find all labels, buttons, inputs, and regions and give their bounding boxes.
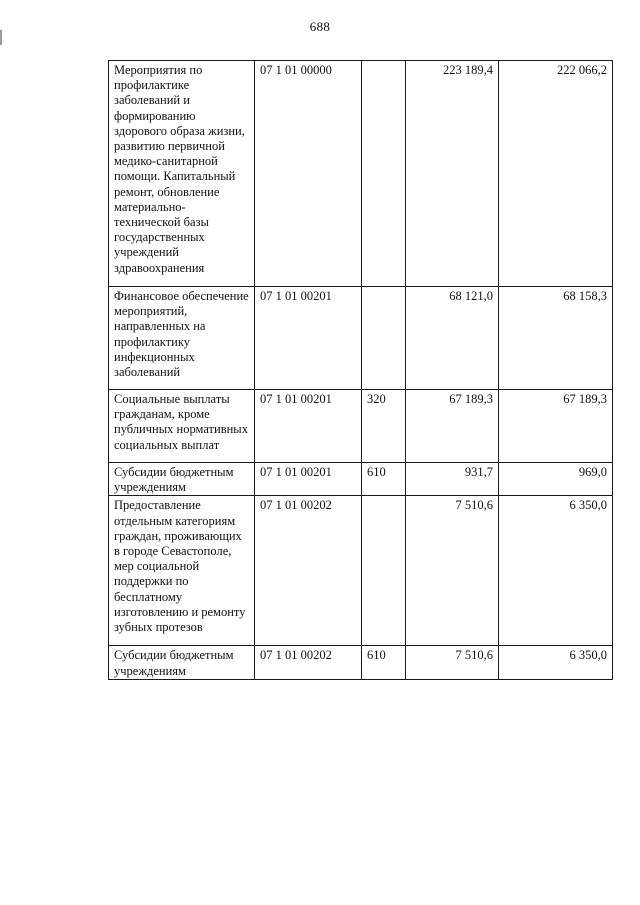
table-row [109, 463, 613, 496]
row-type-cell: 610 [362, 646, 406, 679]
row-code-cell: 07 1 01 00000 [255, 61, 362, 287]
row-type-cell [362, 496, 406, 646]
table-row [109, 287, 613, 390]
table-row [109, 646, 613, 679]
table-row [109, 496, 613, 646]
row-value1-cell: 931,7 [406, 463, 499, 496]
row-code-cell: 07 1 01 00201 [255, 463, 362, 496]
row-code-cell: 07 1 01 00201 [255, 390, 362, 463]
row-name-cell: Социальные выплаты гражданам, кроме публичных нормативных социальных выплат [109, 390, 255, 463]
table-row [109, 390, 613, 463]
row-code-cell: 07 1 01 00202 [255, 496, 362, 646]
row-value2-cell: 67 189,3 [499, 390, 613, 463]
row-value1-cell: 7 510,6 [406, 496, 499, 646]
row-value2-cell: 6 350,0 [499, 496, 613, 646]
row-value2-cell: 969,0 [499, 463, 613, 496]
row-name-cell: Предоставление отдельным категориям граждан, проживающих в городе Севастополе, мер социальной поддержки по бесплатному изготовлению и ремонту зубных протезов [109, 496, 255, 646]
row-value1-cell: 7 510,6 [406, 646, 499, 679]
row-value1-cell: 223 189,4 [406, 61, 499, 287]
table-row [109, 61, 613, 287]
row-value2-cell: 222 066,2 [499, 61, 613, 287]
row-type-cell: 320 [362, 390, 406, 463]
row-name-cell: Субсидии бюджетным учреждениям [109, 646, 255, 679]
row-type-cell [362, 287, 406, 390]
row-name-cell: Мероприятия по профилактике заболеваний и формированию здорового образа жизни, развитию первичной медико-санитарной помощи. Капитальный ремонт, обновление материально-технической базы государственных учреждений здравоохранения [109, 61, 255, 287]
row-value1-cell: 68 121,0 [406, 287, 499, 390]
row-value1-cell: 67 189,3 [406, 390, 499, 463]
row-code-cell: 07 1 01 00202 [255, 646, 362, 679]
row-code-cell: 07 1 01 00201 [255, 287, 362, 390]
row-type-cell: 610 [362, 463, 406, 496]
row-type-cell [362, 61, 406, 287]
row-value2-cell: 6 350,0 [499, 646, 613, 679]
budget-table [108, 60, 613, 680]
row-name-cell: Финансовое обеспечение мероприятий, направленных на профилактику инфекционных заболеваний [109, 287, 255, 390]
page-number: 688 [309, 19, 331, 34]
scan-edge-mark [0, 30, 2, 45]
row-name-cell: Субсидии бюджетным учреждениям [109, 463, 255, 496]
row-value2-cell: 68 158,3 [499, 287, 613, 390]
